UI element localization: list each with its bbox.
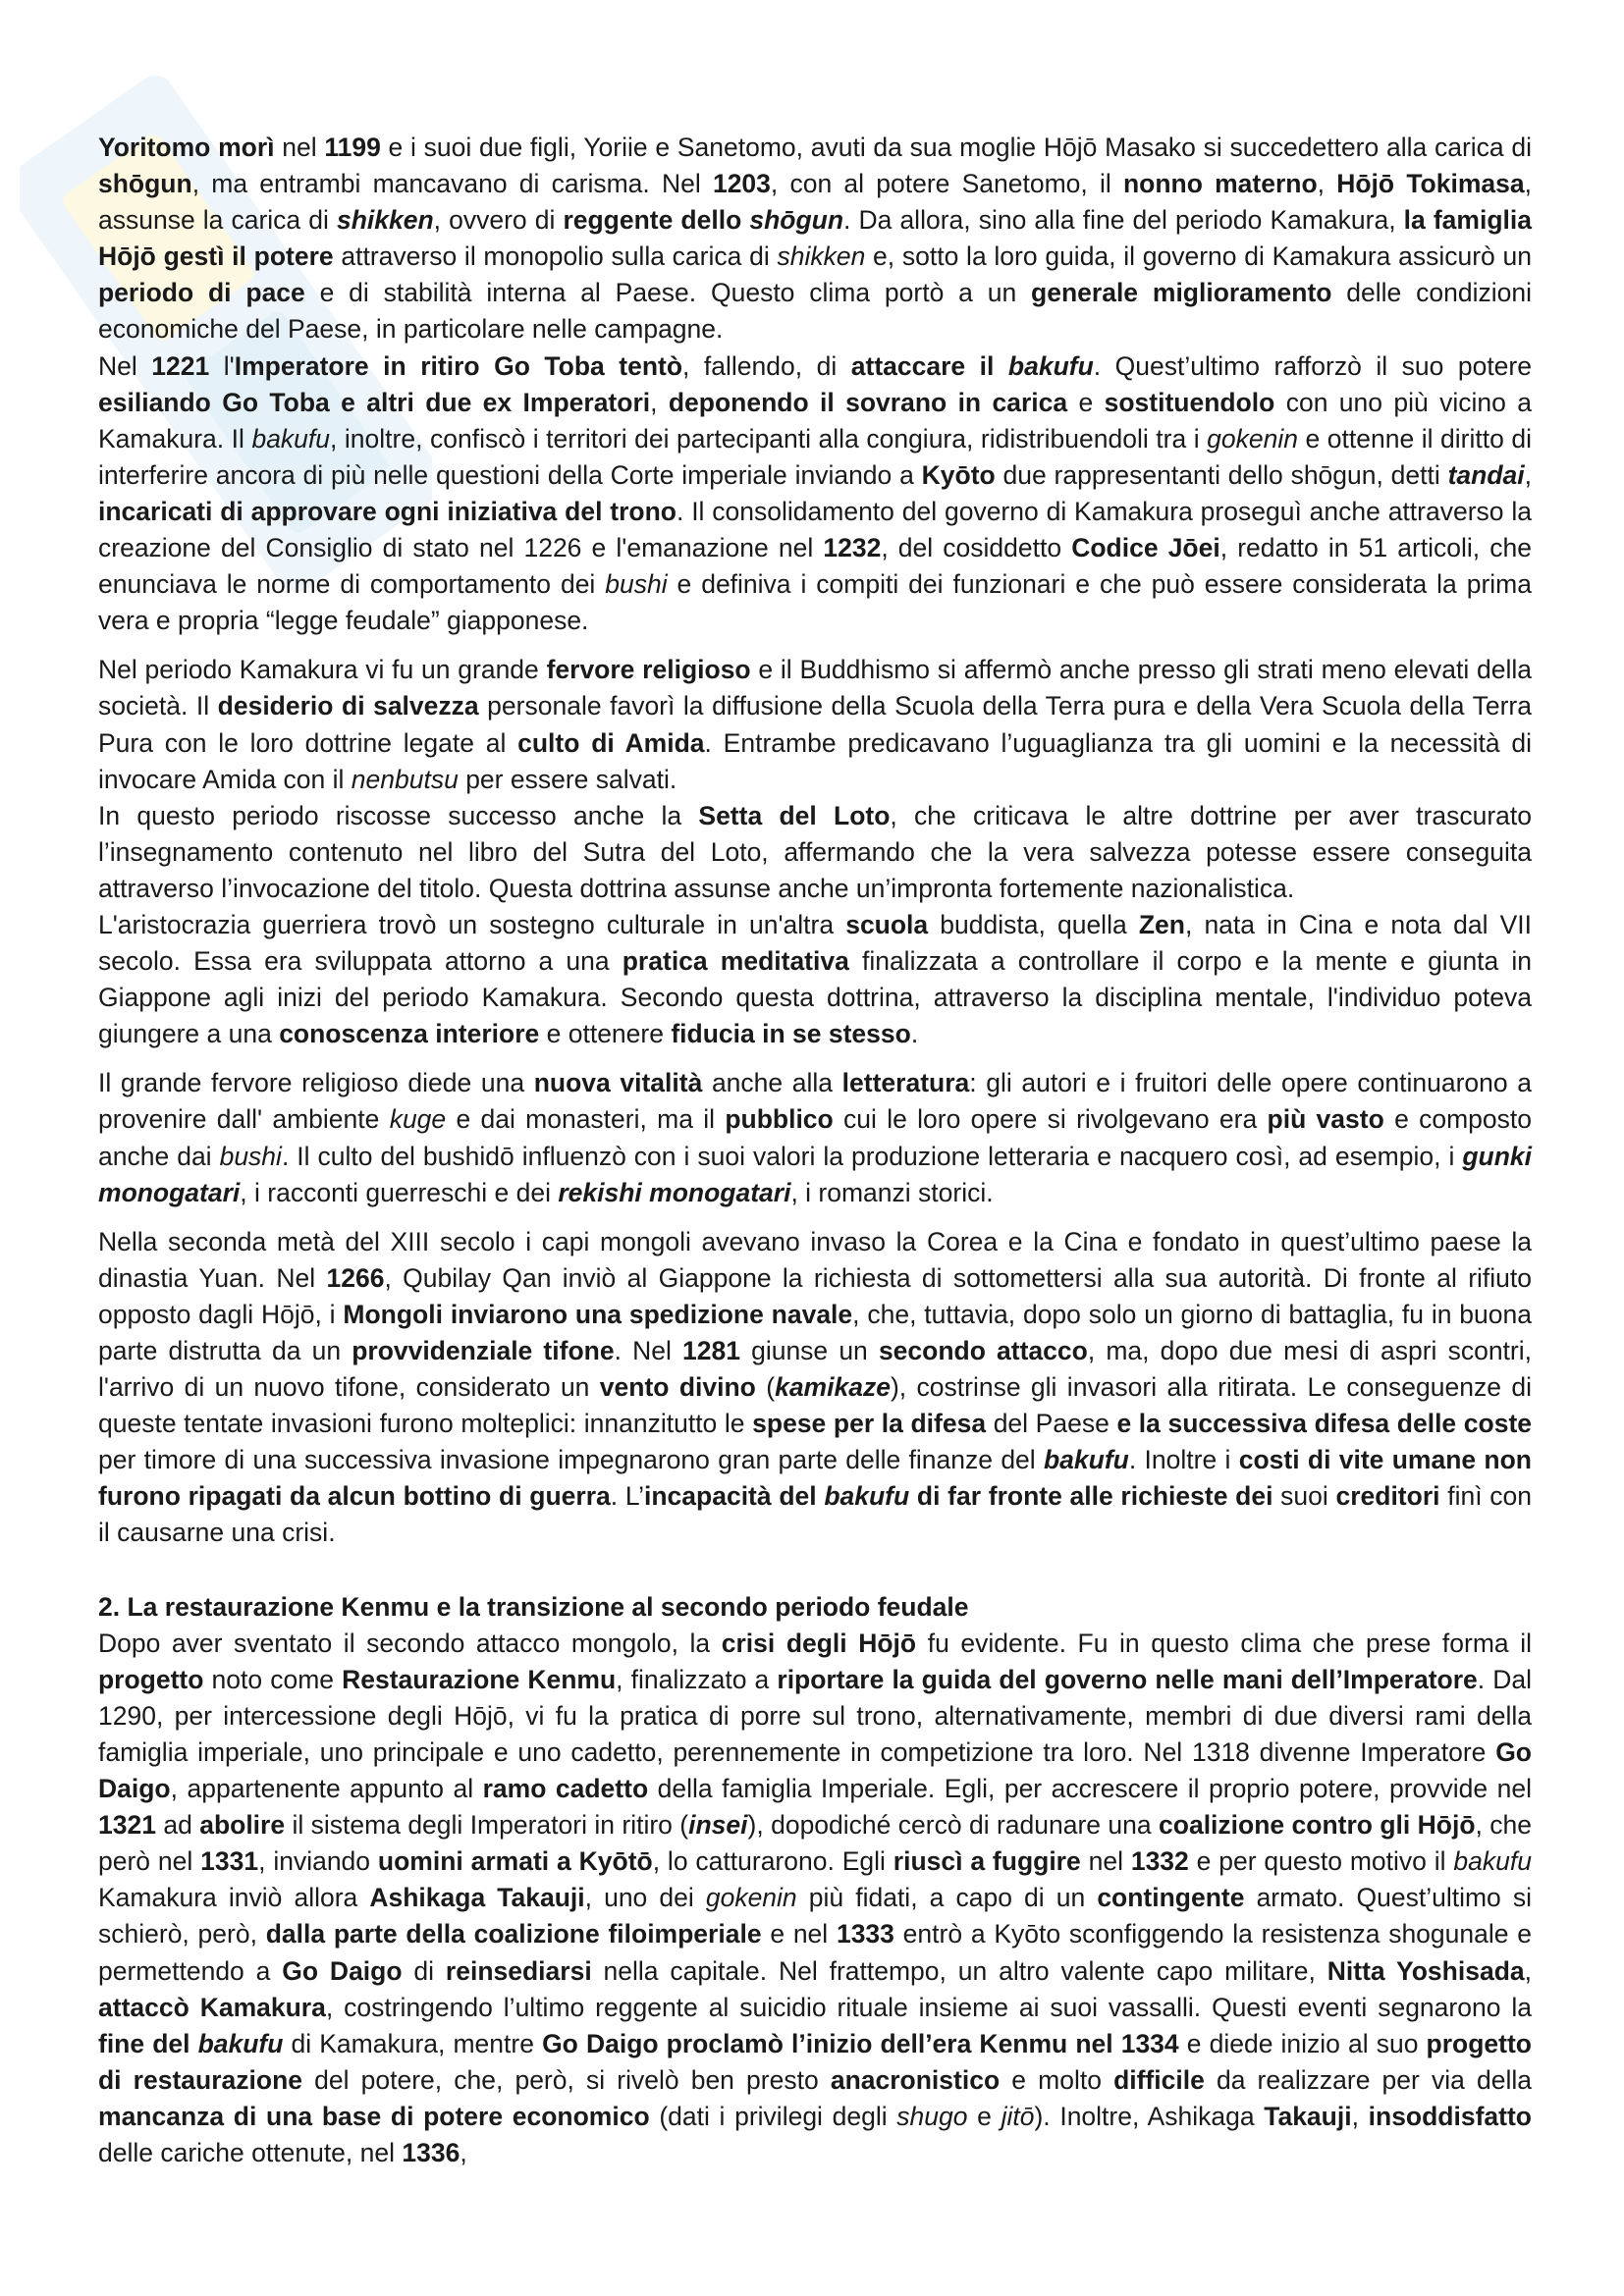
text-run: Il grande fervore religioso diede una (98, 1068, 534, 1098)
text-run: ( (755, 1372, 776, 1403)
text-run: tandai (1447, 459, 1525, 490)
text-run: progetto di restaurazione (98, 2028, 1532, 2095)
text-run: e nel (761, 1919, 837, 1949)
paragraph-lotus-sect (98, 798, 1532, 907)
text-run: Setta del Loto (698, 800, 891, 830)
text-run: 1332 (1130, 1846, 1189, 1877)
text-run: , inoltre, confiscò i territori dei partecipanti alla congiura, ridistribuendoli tra i (330, 423, 1208, 454)
text-run: shikken (777, 241, 866, 272)
text-run: finì con il causarne una crisi. (98, 1481, 1532, 1548)
text-run: ramo cadetto (482, 1774, 649, 1804)
text-run: . Il consolidamento del governo di Kamakura proseguì anche attraverso la creazione del Consiglio di stato nel 1226 e l'emanazione nel (98, 496, 1532, 563)
text-run: e, sotto la loro guida, il governo di Kamakura assicurò un (865, 241, 1533, 272)
text-run: e per questo motivo il (1188, 1846, 1454, 1877)
text-run: Ashikaga Takauji (369, 1883, 585, 1913)
text-run: e il Buddhismo si affermò anche presso gli strati meno elevati della società. Il (98, 655, 1532, 721)
text-run: bakufu (1044, 1445, 1129, 1475)
text-run: di Kamakura, mentre (283, 2028, 543, 2058)
text-run: reinsediarsi (445, 1955, 592, 1986)
text-run: Mongoli inviarono una spedizione navale (343, 1299, 853, 1329)
text-run: , Qubilay Qan inviò al Giappone la richiesta di sottomettersi alla sua autorità. Di fronte al rifiuto opposto dagli Hōjō, i (98, 1262, 1532, 1329)
text-run: bushi (605, 569, 668, 600)
text-run: 1336 (402, 2137, 460, 2167)
text-run: il sistema degli Imperatori in ritiro ( (285, 1810, 689, 1841)
text-run: bakufu (197, 2028, 284, 2058)
text-run: . Dal 1290, per intercessione degli Hōjō, vi fu la pratica di porre sul trono, alternativamente, membri di due diversi rami della famiglia imperiale, uno principale e uno cadetto, perennemente in competizione tra loro. Nel 1318 divenne Imperatore (98, 1664, 1532, 1767)
text-run: 1266 (326, 1262, 385, 1293)
text-run: e composto anche dai (98, 1104, 1532, 1171)
text-run: nel (274, 133, 325, 162)
text-run: più fidati, a capo di un (796, 1883, 1098, 1913)
text-run: Nel (98, 350, 152, 381)
text-run: generale miglioramento (1031, 278, 1332, 308)
text-run: riuscì a fuggire (893, 1846, 1081, 1877)
text-run: , i racconti guerreschi e dei (240, 1177, 559, 1207)
paragraph-hojo-regency (98, 130, 1532, 348)
text-run: bakufu (1007, 350, 1094, 381)
text-run: di (402, 1955, 446, 1986)
text-run: , i romanzi storici. (790, 1177, 994, 1207)
text-run: Dopo aver sventato il secondo attacco mongolo, la (98, 1628, 722, 1658)
text-run: delle condizioni economiche del Paese, in particolare nelle campagne. (98, 278, 1532, 345)
text-run: bushi (219, 1141, 282, 1171)
document-page (98, 130, 1532, 2184)
text-run: due rappresentanti dello shōgun, detti (995, 459, 1448, 490)
text-run: 1333 (836, 1919, 894, 1949)
text-run: buddista, quella (928, 909, 1139, 939)
text-run: 1331 (200, 1846, 259, 1877)
text-run: creditori (1335, 1481, 1440, 1512)
text-run: pratica meditativa (622, 946, 849, 977)
text-run: entrò a Kyōto sconfiggendo la resistenza shogunale e permettendo a (98, 1919, 1532, 1986)
text-run: Nella seconda metà del XIII secolo i capi mongoli avevano invaso la Corea e la Cina e fondato in quest’ultimo paese la dinastia Yuan. Nel (98, 1226, 1532, 1293)
text-run: 1321 (98, 1810, 156, 1841)
text-run: spese per la difesa (752, 1409, 987, 1439)
text-run: crisi degli Hōjō (721, 1628, 917, 1658)
text-run: attraverso il monopolio sulla carica di (333, 241, 778, 272)
text-run: , finalizzato a (616, 1664, 778, 1694)
text-run: Go Daigo proclamò l’inizio dell’era Kenmu nel 1334 (542, 2028, 1179, 2058)
text-run: Nitta Yoshisada (1326, 1955, 1525, 1986)
text-run: uomini armati a Kyōtō (377, 1846, 653, 1877)
text-run: fiducia in se stesso (671, 1019, 911, 1049)
text-run: Yoritomo morì (98, 133, 275, 162)
text-run: 1221 (151, 350, 210, 381)
text-run: ad (155, 1810, 200, 1841)
text-run: Codice Jōei (1071, 533, 1220, 563)
text-run: per timore di una successiva invasione impegnarono gran parte delle finanze del (98, 1445, 1044, 1475)
text-run: , assunse la carica di (98, 169, 1532, 236)
text-run: , (1524, 459, 1532, 490)
text-run: , (1317, 169, 1337, 199)
text-run: periodo di pace (98, 278, 305, 308)
text-run: , del cosiddetto (881, 533, 1072, 563)
text-run: scuola (845, 909, 929, 939)
text-run: , nata in Cina e nota dal VII secolo. Essa era sviluppata attorno a una (98, 909, 1533, 977)
text-run: jitō (1001, 2101, 1035, 2131)
text-run: nonno materno (1122, 169, 1318, 199)
text-run: rekishi monogatari (558, 1177, 791, 1207)
paragraph-zen (98, 907, 1532, 1052)
text-run: , costringendo l’ultimo reggente al suicidio rituale insieme ai suoi vassalli. Questi eventi segnarono la (325, 1992, 1532, 2022)
text-run: e (1067, 387, 1105, 417)
text-run: . Quest’ultimo rafforzò il suo potere (1093, 350, 1532, 381)
text-run: Hōjō Tokimasa (1336, 169, 1525, 199)
text-run: kuge (389, 1104, 447, 1135)
text-run: incapacità del (644, 1481, 825, 1512)
text-run: , inviando (258, 1846, 378, 1877)
text-run: 1199 (324, 133, 381, 162)
text-run: nenbutsu (351, 764, 459, 794)
text-run: suoi (1272, 1481, 1336, 1512)
text-run: ), costrinse gli invasori alla ritirata. Le conseguenze di queste tentate invasioni furono molteplici: innanzitutto le (98, 1372, 1532, 1439)
text-run: riportare la guida del governo nelle mani dell’Imperatore (777, 1664, 1478, 1694)
text-run: provvidenziale tifone (352, 1336, 615, 1365)
text-run: Kyōto (921, 459, 996, 490)
text-run: sostituendolo (1104, 387, 1275, 417)
text-run: pubblico (725, 1104, 834, 1135)
text-run: coalizione contro gli Hōjō (1159, 1810, 1476, 1841)
text-run: , ma, dopo due mesi di aspri scontri, l'arrivo di un nuovo tifone, considerato un (98, 1336, 1532, 1403)
text-run: : gli autori e i fruitori delle opere continuarono a provenire dall' ambiente (98, 1068, 1532, 1135)
text-run: , fallendo, di (682, 350, 851, 381)
text-run: armato. Quest’ultimo si schierò, però, (98, 1883, 1533, 1949)
text-run: e i suoi due figli, Yoriie e Sanetomo, avuti da sua moglie Hōjō Masako si succedettero alla carica di (380, 133, 1533, 162)
text-run: . Inoltre i (1128, 1445, 1239, 1475)
text-run: , che, tuttavia, dopo solo un giorno di battaglia, fu in buona parte distrutta da un (98, 1299, 1532, 1365)
text-run: , (1351, 2101, 1369, 2131)
text-run: , (460, 2137, 467, 2167)
text-run: nella capitale. Nel frattempo, un altro valente capo militare, (591, 1955, 1327, 1986)
text-run: Zen (1138, 909, 1185, 939)
text-run: della famiglia Imperiale. Egli, per accrescere il proprio potere, provvide nel (648, 1774, 1533, 1804)
text-run: shikken (336, 205, 434, 236)
text-run: . Entrambe predicavano l’uguaglianza tra gli uomini e la necessità di invocare Amida con il (98, 727, 1532, 794)
text-run: , ovvero di (433, 205, 564, 236)
text-run: reggente dello (563, 205, 750, 236)
text-run: per essere salvati. (458, 764, 677, 794)
text-run: del Paese (986, 1409, 1117, 1439)
text-run: di far fronte alle richieste dei (909, 1481, 1273, 1512)
text-run: Restaurazione Kenmu (342, 1664, 617, 1694)
text-run: , redatto in 51 articoli, che enunciava le norme di comportamento dei (98, 533, 1532, 600)
text-run: più vasto (1267, 1104, 1384, 1135)
paragraph-literature (98, 1065, 1532, 1210)
text-run: vento divino (599, 1372, 756, 1403)
text-run: ). Inoltre, Ashikaga (1034, 2101, 1265, 2131)
text-run: noto come (203, 1664, 343, 1694)
text-run: , che però nel (98, 1810, 1533, 1877)
text-run: . Nel (614, 1336, 682, 1365)
text-run: . Il culto del bushidō influenzò con i suoi valori la produzione letteraria e nacquero così, ad esempio, i (281, 1141, 1463, 1171)
text-run: e ottenere (539, 1019, 672, 1049)
text-run: personale favorì la diffusione della Scuola della Terra pura e della Vera Scuola della Terra Pura con le loro dottrine legate al (98, 691, 1532, 758)
text-run: gunki monogatari (98, 1141, 1533, 1207)
text-run: shōgun (749, 205, 844, 236)
text-run: costi di vite umane non furono ripagati da alcun bottino di guerra (98, 1445, 1532, 1512)
text-run: contingente (1097, 1883, 1245, 1913)
text-run: attaccò Kamakura (98, 1992, 326, 2022)
text-run: , ma entrambi mancavano di carisma. Nel (191, 169, 713, 199)
paragraph-kenmu-restoration (98, 1626, 1532, 2171)
text-run: nuova vitalità (533, 1068, 703, 1098)
paragraph-mongol-invasions (98, 1224, 1532, 1552)
text-run: e la successiva difesa delle coste (1116, 1409, 1533, 1439)
text-run: con uno più vicino a Kamakura. Il (98, 387, 1532, 454)
text-run: e diede inizio al suo (1178, 2028, 1427, 2058)
text-run: difficile (1113, 2064, 1205, 2095)
text-run: bakufu (824, 1481, 910, 1512)
text-run: delle cariche ottenute, nel (98, 2137, 403, 2167)
text-run: Nel periodo Kamakura vi fu un grande (98, 655, 547, 685)
text-run: (dati i privilegi degli (649, 2101, 897, 2131)
text-run: L'aristocrazia guerriera trovò un sostegno culturale in un'altra (98, 909, 846, 939)
text-run: . Da allora, sino alla fine del periodo Kamakura, (843, 205, 1404, 236)
text-run: shōgun (98, 169, 192, 199)
text-run: e ottenne il diritto di interferire ancora di più nelle questioni della Corte imperiale inviando a (98, 423, 1532, 490)
text-run: la famiglia Hōjō gestì il potere (98, 205, 1532, 272)
text-run: fine del (98, 2028, 198, 2058)
text-run: , (1524, 1955, 1532, 1986)
text-run: abolire (199, 1810, 286, 1841)
text-run: e dai monasteri, ma il (446, 1104, 726, 1135)
text-run: e definiva i compiti dei funzionari e che può essere considerata la prima vera e propria “legge feudale” giapponese. (98, 569, 1532, 636)
text-run: fervore religioso (546, 655, 751, 685)
text-run: dalla parte della coalizione filoimperiale (265, 1919, 762, 1949)
text-run: desiderio di salvezza (217, 691, 479, 721)
text-run: anacronistico (830, 2064, 1001, 2095)
text-run: gokenin (1207, 423, 1298, 454)
text-run: , (650, 387, 669, 417)
text-run: 1203 (712, 169, 771, 199)
section-heading: 2. La restaurazione Kenmu e la transizione al secondo periodo feudale (98, 1591, 969, 1622)
text-run: bakufu (251, 423, 331, 454)
text-run: Go Daigo (282, 1955, 403, 1986)
text-run: shugo (896, 2101, 968, 2131)
text-run: e molto (1000, 2064, 1114, 2095)
text-run: insei (688, 1810, 748, 1841)
text-run: progetto (98, 1664, 204, 1694)
text-run: nel (1080, 1846, 1131, 1877)
text-run: culto di Amida (517, 727, 705, 758)
text-run: giunse un (739, 1336, 879, 1365)
text-run: , con al potere Sanetomo, il (770, 169, 1123, 199)
text-run: Takauji (1264, 2101, 1352, 2131)
text-run: ), dopodiché cercò di radunare una (747, 1810, 1160, 1841)
text-run: da realizzare per via della (1204, 2064, 1532, 2095)
text-run: deponendo il sovrano in carica (668, 387, 1068, 417)
text-run: gokenin (705, 1883, 797, 1913)
text-run: 1232 (823, 533, 882, 563)
text-run: mancanza di una base di potere economico (98, 2101, 650, 2131)
text-run: . (910, 1019, 919, 1049)
text-run: , appartenente appunto al (170, 1774, 483, 1804)
text-run: 1281 (681, 1336, 740, 1365)
paragraph-go-toba (98, 348, 1532, 640)
text-run: In questo periodo riscosse successo anche la (98, 800, 699, 830)
text-run: conoscenza interiore (279, 1019, 540, 1049)
text-run: cui le loro opere si rivolgevano era (833, 1104, 1268, 1135)
text-run: anche alla (702, 1068, 842, 1098)
text-run: fu evidente. Fu in questo clima che prese forma il (916, 1628, 1533, 1658)
text-run: e (967, 2101, 1001, 2131)
text-run: finalizzata a controllare il corpo e la mente e giunta in Giappone agli inizi del periodo Kamakura. Secondo questa dottrina, attraverso la disciplina mentale, l'individuo poteva giungere a una (98, 946, 1533, 1049)
text-run: kamikaze (775, 1372, 891, 1403)
text-run: attaccare il (850, 350, 1008, 381)
text-run: , uno dei (584, 1883, 706, 1913)
text-run: Go Daigo (98, 1736, 1532, 1804)
text-run: bakufu (1453, 1846, 1532, 1877)
text-run: secondo attacco (878, 1336, 1088, 1365)
text-run: l' (209, 350, 235, 381)
text-run: letteratura (841, 1068, 970, 1098)
text-run: insoddisfatto (1368, 2101, 1532, 2131)
text-run: . L’ (610, 1481, 644, 1512)
text-run: e di stabilità interna al Paese. Questo clima portò a un (304, 278, 1032, 308)
text-run: del potere, che, però, si rivelò ben presto (302, 2064, 831, 2095)
text-run: incaricati di approvare ogni iniziativa del trono (98, 496, 677, 526)
text-run: esiliando Go Toba e altri due ex Imperatori (98, 387, 651, 417)
text-run: , che criticava le altre dottrine per aver trascurato l’insegnamento contenuto nel libro del Sutra del Loto, affermando che la vera salvezza potesse essere conseguita attraverso l’invocazione del titolo. Questa dottrina assunse anche un’impronta fortemente nazionalistica. (98, 800, 1533, 903)
text-run: Imperatore in ritiro Go Toba tentò (234, 350, 683, 381)
text-run: , lo catturarono. Egli (652, 1846, 893, 1877)
text-run: Kamakura inviò allora (98, 1883, 370, 1913)
paragraph-religious-fervor (98, 652, 1532, 797)
